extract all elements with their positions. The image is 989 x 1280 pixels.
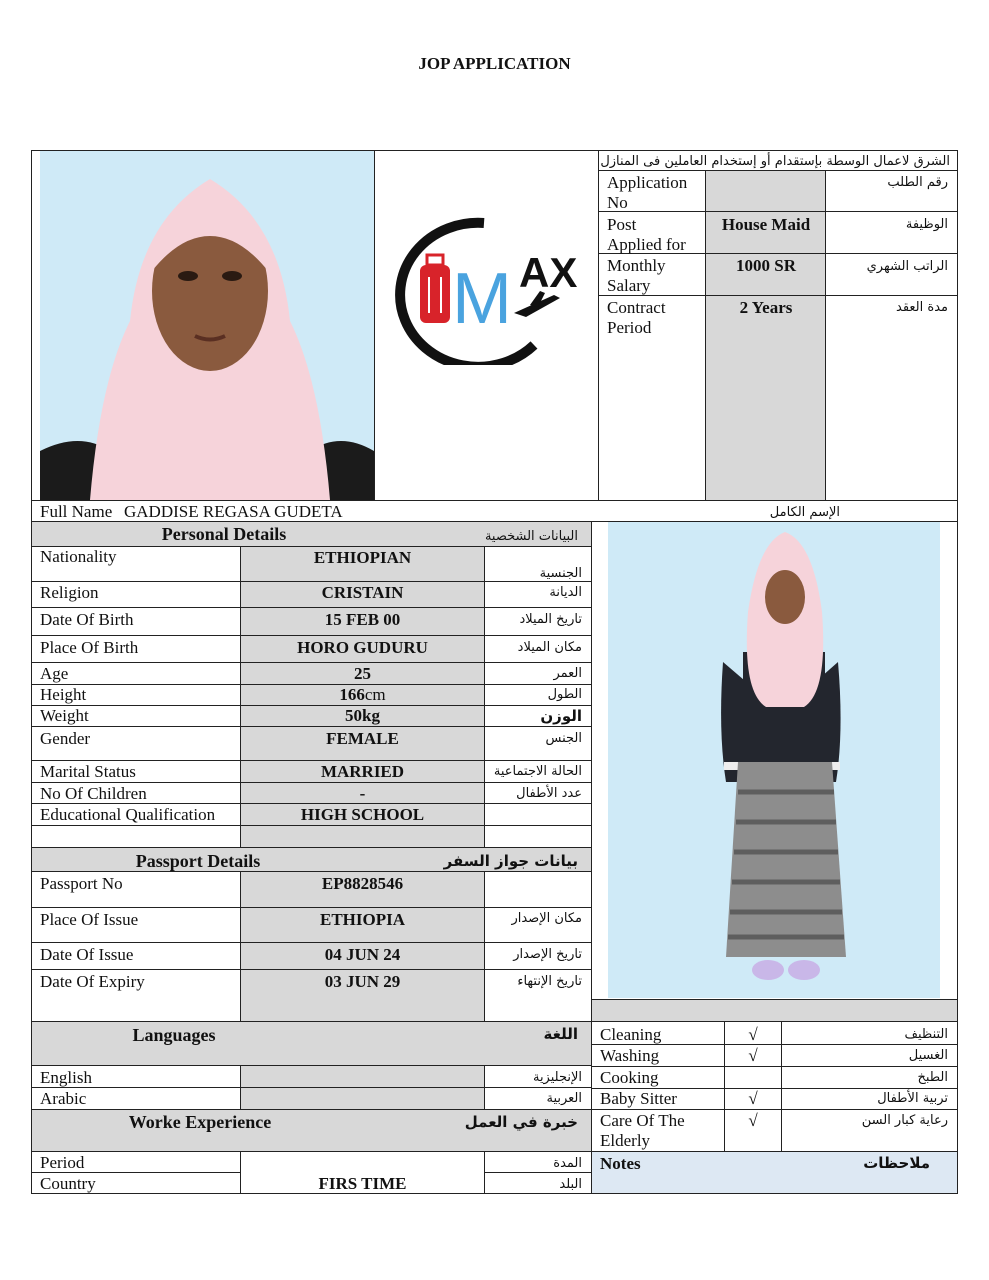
- dob-value: 15 FEB 00: [324, 610, 401, 629]
- skill-cleaning-check: √: [748, 1025, 758, 1044]
- experience-heading-arabic: خبرة في العمل: [464, 1113, 578, 1131]
- skill-washing-check: √: [748, 1046, 758, 1065]
- pob-value: HORO GUDURU: [297, 638, 428, 657]
- height-unit: cm: [364, 685, 386, 704]
- issue-place-value: ETHIOPIA: [319, 910, 406, 929]
- contract-label: Contract Period: [607, 298, 666, 337]
- skill-babysitter-check: √: [748, 1089, 758, 1108]
- english-arabic: الإنجليزية: [532, 1070, 582, 1085]
- skill-elderly-check: √: [748, 1111, 758, 1130]
- skill-cleaning-label: Cleaning: [600, 1025, 662, 1044]
- application-no-arabic: رقم الطلب: [887, 175, 948, 190]
- country-label: Country: [40, 1174, 96, 1193]
- agency-logo: [384, 195, 589, 365]
- issue-place-label: Place Of Issue: [40, 910, 139, 929]
- children-label: No Of Children: [40, 784, 147, 803]
- page-title: JOP APPLICATION: [418, 54, 571, 73]
- english-label: English: [40, 1068, 92, 1087]
- salary-arabic: الراتب الشهري: [866, 259, 948, 274]
- religion-label: Religion: [40, 583, 99, 602]
- nationality-arabic: الجنسية: [539, 566, 582, 581]
- languages-heading-arabic: اللغة: [543, 1025, 578, 1043]
- full-name-value: GADDISE REGASA GUDETA: [124, 502, 343, 521]
- full-name-arabic: الإسم الكامل: [769, 505, 840, 520]
- expiry-label: Date Of Expiry: [40, 972, 145, 991]
- education-value: HIGH SCHOOL: [300, 805, 425, 824]
- skill-washing-arabic: الغسيل: [908, 1048, 948, 1063]
- height-value: 166: [339, 685, 365, 704]
- pob-label: Place Of Birth: [40, 638, 139, 657]
- full-body-photo: [608, 522, 940, 998]
- salary-value: 1000 SR: [736, 256, 796, 275]
- weight-label: Weight: [40, 706, 89, 725]
- salary-label: Monthly Salary: [607, 256, 666, 295]
- skill-cooking-label: Cooking: [600, 1068, 659, 1087]
- skill-cleaning-arabic: التنظيف: [904, 1027, 948, 1042]
- portrait-photo: [40, 151, 374, 500]
- experience-value: FIRS TIME: [318, 1174, 407, 1193]
- age-label: Age: [40, 664, 69, 683]
- experience-heading: Worke Experience: [128, 1112, 272, 1132]
- contract-arabic: مدة العقد: [896, 300, 948, 315]
- gender-arabic: الجنس: [545, 731, 582, 746]
- gender-value: FEMALE: [326, 729, 399, 748]
- religion-arabic: الديانة: [549, 585, 582, 600]
- skill-cooking-arabic: الطبخ: [917, 1070, 948, 1085]
- issue-date-arabic: تاريخ الإصدار: [513, 947, 582, 962]
- skill-washing-label: Washing: [600, 1046, 660, 1065]
- marital-value: MARRIED: [320, 762, 405, 781]
- skill-babysitter-label: Baby Sitter: [600, 1089, 677, 1108]
- marital-arabic: الحالة الاجتماعية: [493, 764, 582, 779]
- notes-arabic: ملاحظات: [863, 1154, 930, 1172]
- education-label: Educational Qualification: [40, 805, 216, 824]
- weight-arabic: الوزن: [540, 707, 582, 725]
- issue-date-label: Date Of Issue: [40, 945, 134, 964]
- contract-value: 2 Years: [739, 298, 793, 317]
- personal-heading-arabic: البيانات الشخصية: [484, 529, 578, 544]
- logo-text: AX: [519, 249, 578, 296]
- nationality-value: ETHIOPIAN: [313, 548, 412, 567]
- full-name-label: Full Name: [40, 502, 113, 521]
- notes-label: Notes: [600, 1154, 641, 1173]
- post-label: Post Applied for: [607, 215, 686, 254]
- application-no-label: Application No: [607, 173, 688, 212]
- personal-heading: Personal Details: [161, 524, 287, 544]
- passport-no-label: Passport No: [40, 874, 123, 893]
- post-value: House Maid: [721, 215, 811, 234]
- height-arabic: الطول: [547, 687, 582, 702]
- children-arabic: عدد الأطفال: [516, 786, 582, 801]
- issue-date-value: 04 JUN 24: [324, 945, 401, 964]
- height-value-cell: [241, 685, 484, 705]
- skill-babysitter-arabic: تربية الأطفال: [877, 1091, 948, 1106]
- passport-heading-arabic: بيانات جواز السفر: [443, 852, 578, 870]
- age-arabic: العمر: [553, 666, 582, 681]
- skill-elderly-arabic: رعاية كبار السن: [861, 1113, 948, 1128]
- height-label: Height: [40, 685, 87, 704]
- age-value: 25: [354, 664, 371, 683]
- nationality-label: Nationality: [40, 547, 117, 566]
- children-value: -: [359, 784, 366, 803]
- agency-arabic-name: الشرق لاعمال الوسطة بإستقدام أو إستخدام العاملين فى المنازل: [600, 154, 950, 169]
- pob-arabic: مكان الميلاد: [517, 640, 582, 655]
- religion-value: CRISTAIN: [321, 583, 404, 602]
- expiry-value: 03 JUN 29: [324, 972, 401, 991]
- expiry-arabic: تاريخ الإنتهاء: [517, 974, 582, 989]
- passport-heading: Passport Details: [135, 851, 261, 871]
- languages-heading: Languages: [132, 1025, 216, 1045]
- marital-label: Marital Status: [40, 762, 136, 781]
- gender-label: Gender: [40, 729, 91, 748]
- country-arabic: البلد: [559, 1177, 582, 1192]
- arabic-arabic: العربية: [546, 1091, 582, 1106]
- arabic-label: Arabic: [40, 1089, 87, 1108]
- passport-no-value: EP8828546: [321, 874, 404, 893]
- period-label: Period: [40, 1153, 85, 1172]
- period-arabic: المدة: [553, 1156, 582, 1171]
- dob-arabic: تاريخ الميلاد: [519, 612, 582, 627]
- skill-elderly-label: Care Of The Elderly: [600, 1111, 685, 1150]
- weight-value: 50kg: [345, 706, 380, 725]
- dob-label: Date Of Birth: [40, 610, 134, 629]
- post-arabic: الوظيفة: [905, 217, 948, 232]
- svg-text:M: M: [452, 259, 512, 339]
- issue-place-arabic: مكان الإصدار: [511, 911, 582, 926]
